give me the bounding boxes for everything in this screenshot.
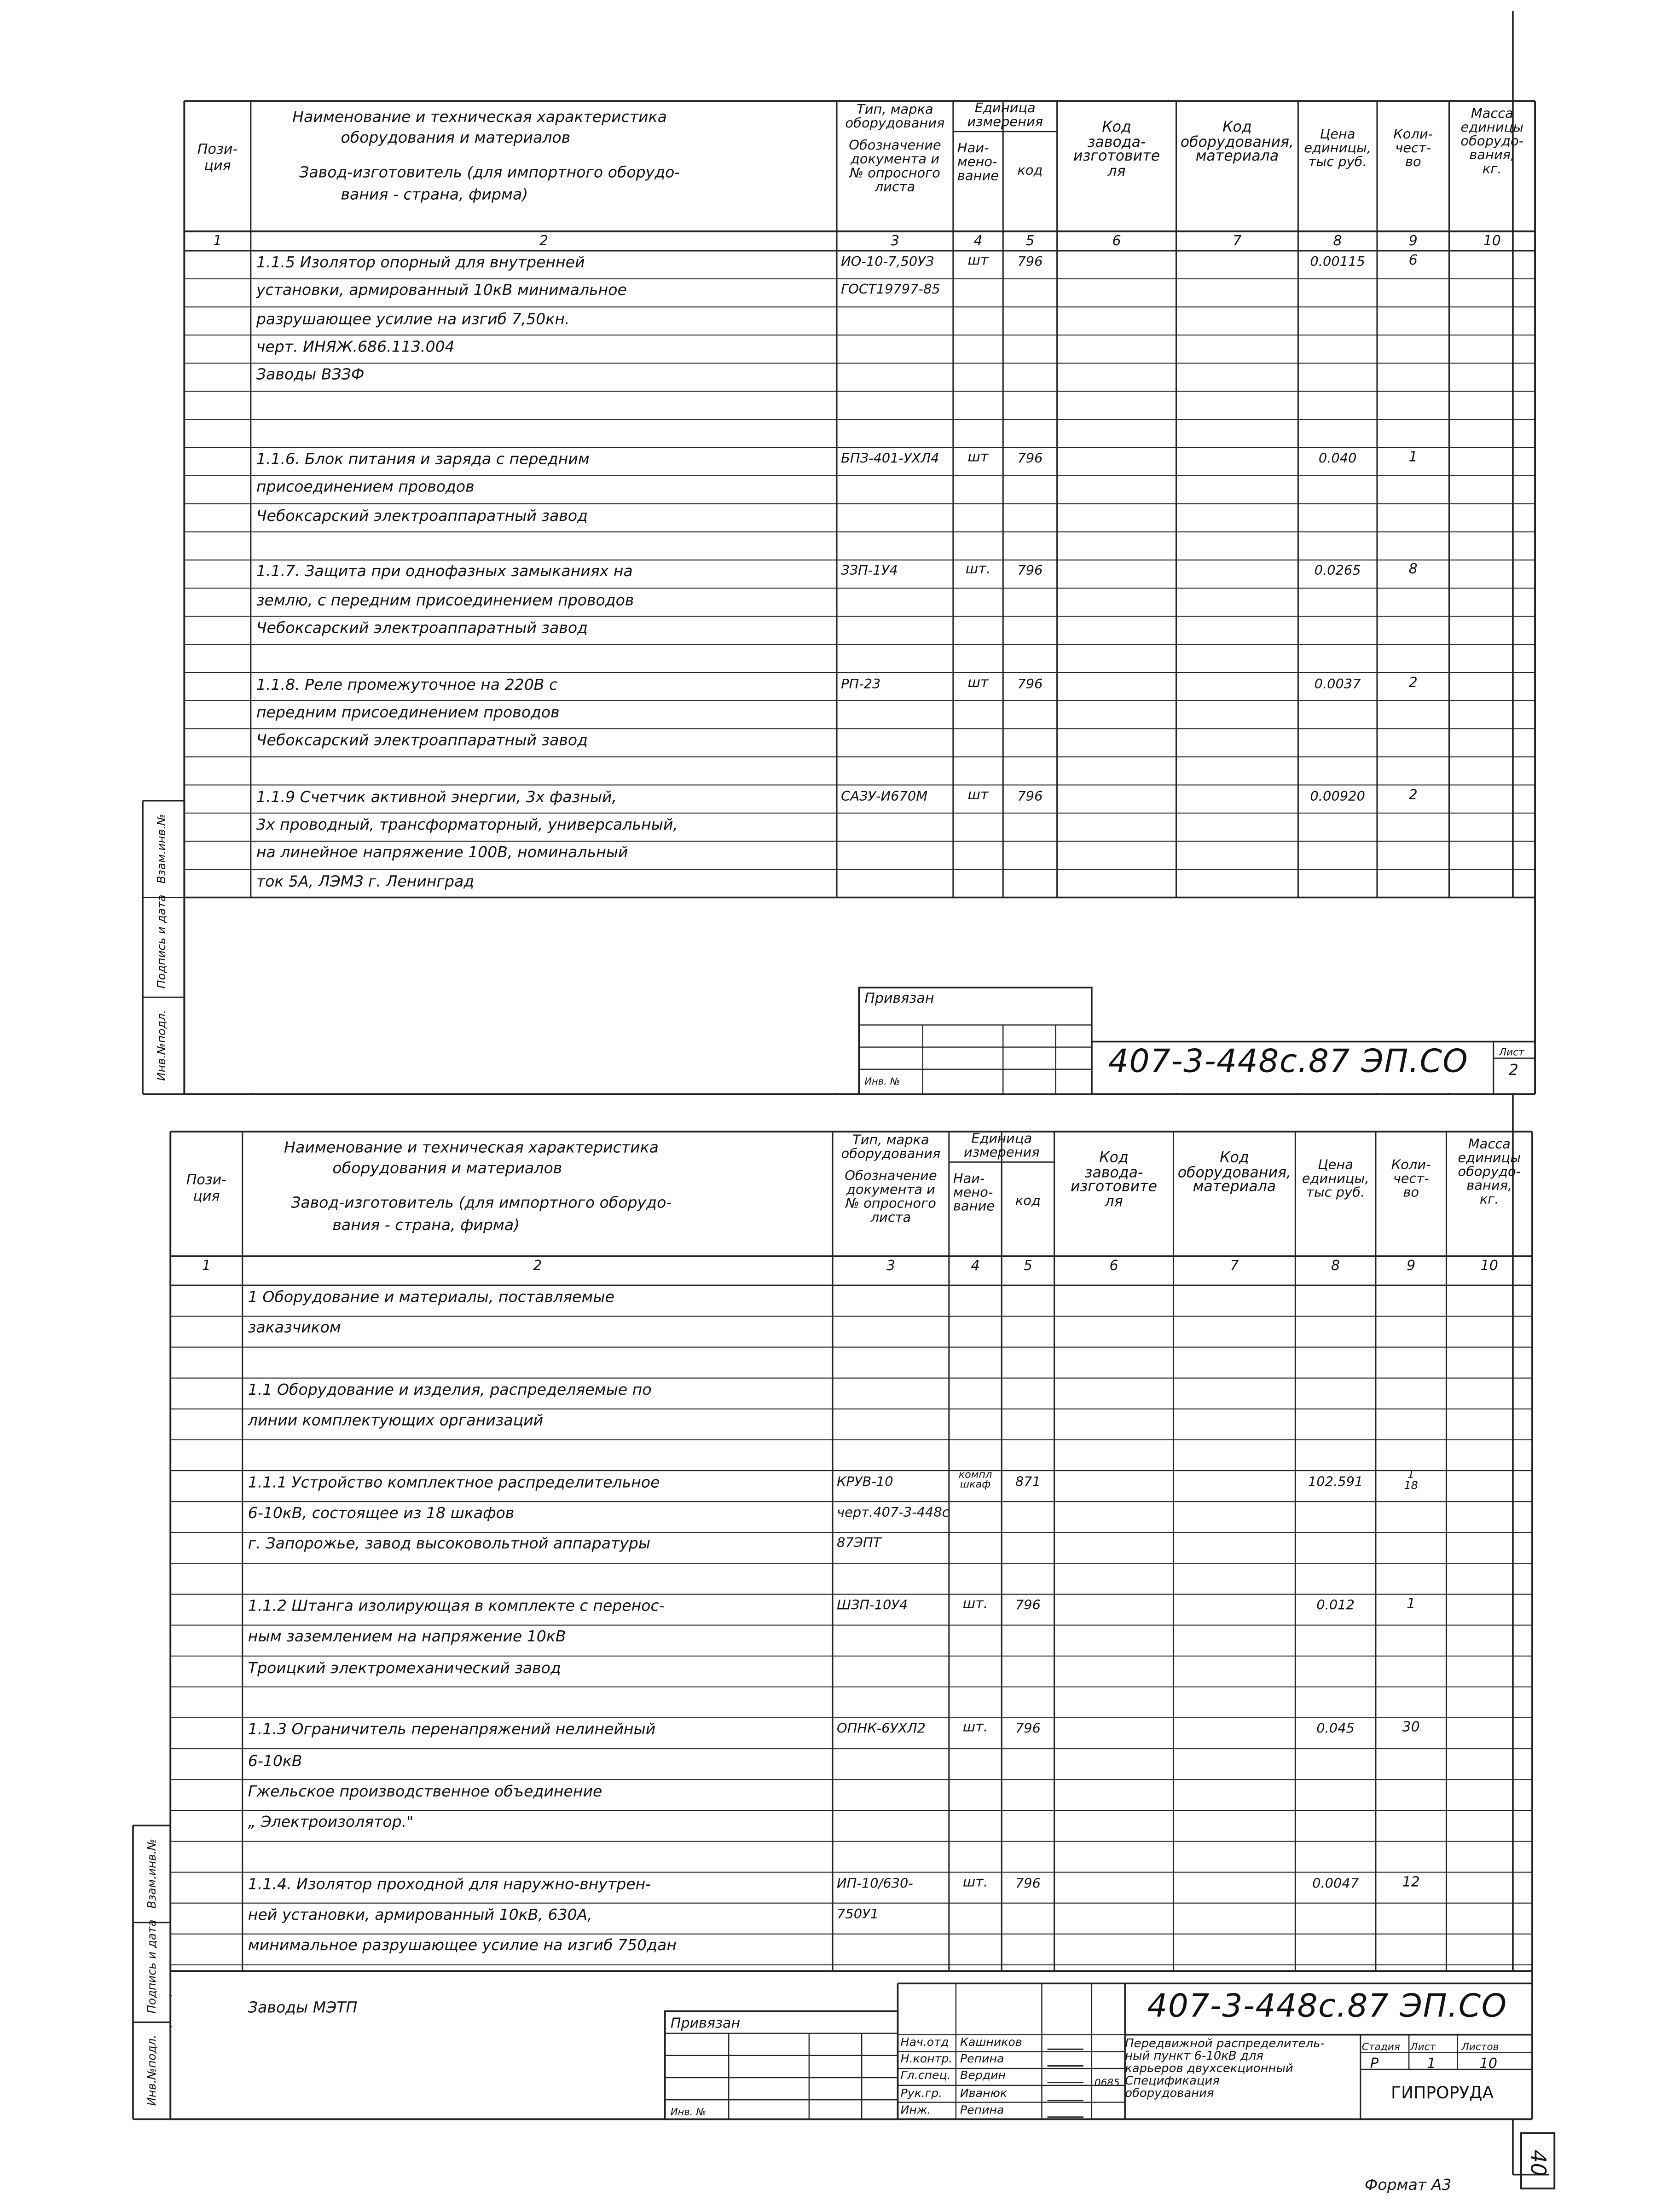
sheet-1-doc-code: 407-3-448с.87 ЭП.СО (1108, 1044, 1469, 1080)
s2-hdr-doc: Обозначение документа и № опросного листа (845, 1169, 937, 1226)
s1-row-name: Чебоксарский электроаппаратный завод (256, 506, 588, 525)
s2-col-num: 9 (1407, 1259, 1416, 1275)
s1-row-price: 0.00115 (1310, 254, 1365, 270)
sheet-1-privyazan: Привязан (864, 992, 934, 1007)
s1-col-num: 8 (1333, 234, 1342, 249)
s1-row-type: РП-23 (841, 676, 881, 692)
s1-col-num: 4 (973, 234, 983, 249)
s2-row-price: 0.012 (1316, 1598, 1355, 1614)
s1-col-num: 3 (890, 234, 900, 249)
s1-col-num: 5 (1025, 234, 1035, 249)
s2-row-type: ИП-10/630- (837, 1876, 913, 1892)
s1-hdr-name-3: Завод-изготовитель (для импортного оборудо- (299, 163, 680, 182)
s2-row-name: 6-10кВ (248, 1751, 302, 1770)
s2-row-type: 87ЭПТ (837, 1536, 881, 1552)
s1-hdr-plant-code: Код завода- изготовите ля (1073, 119, 1160, 179)
page-number: 40 (1525, 2149, 1551, 2177)
s2-row-qty: 1 (1407, 1597, 1416, 1612)
s1-row-unit: шт (967, 675, 989, 691)
lists-label: Листов (1461, 2040, 1499, 2053)
s1-row-name: Чебоксарский электроаппаратный завод (256, 731, 588, 750)
s2-col-num: 6 (1109, 1259, 1118, 1275)
signer-role: Нач.отд (900, 2034, 949, 2049)
s2-side-inv-label: Инв.№подл. (144, 2034, 159, 2106)
s1-row-type: ЗЗП-1У4 (841, 564, 898, 580)
signer-name: Кашников (960, 2034, 1022, 2049)
s2-col-num: 5 (1023, 1259, 1033, 1275)
s1-row-qty: 2 (1408, 675, 1418, 691)
sheet-2-inv: Инв. № (670, 2107, 707, 2118)
s1-hdr-equip-code: Код оборудования, материала (1180, 119, 1294, 165)
s1-row-unit: шт (967, 450, 989, 466)
s1-row-name: 1.1.6. Блок питания и заряда с передним (256, 450, 590, 468)
s2-hdr-unit-code: код (1015, 1194, 1041, 1209)
s2-hdr-unit: Единица измерения (963, 1132, 1040, 1161)
sheet-1-inv: Инв. № (864, 1076, 900, 1087)
s1-hdr-pos: Пози- ция (197, 143, 238, 174)
sig-date: 0685 (1094, 2076, 1120, 2089)
s2-hdr-qty: Коли- чест- во (1391, 1158, 1431, 1201)
signer-name: Репина (960, 2051, 1004, 2066)
s2-row-name: 1.1.4. Изолятор проходной для наружно-внутрен- (248, 1875, 651, 1893)
format-label: Формат А3 (1364, 2176, 1452, 2194)
s2-row-qty: 12 (1402, 1875, 1420, 1890)
s1-row-price: 0.040 (1318, 451, 1357, 467)
s2-side-vzam-label: Взам.инв.№ (144, 1838, 159, 1909)
s1-hdr-doc: Обозначение документа и № опросного листа (849, 139, 941, 196)
s1-row-price: 0.0037 (1314, 676, 1361, 692)
s1-row-price: 0.0265 (1314, 564, 1361, 580)
s1-row-unit: шт (967, 787, 989, 803)
s1-row-name: 3х проводный, трансформаторный, универсальный, (256, 815, 678, 834)
s2-row-type: КРУВ-10 (837, 1475, 893, 1490)
s2-row-name: Заводы МЭТП (248, 1998, 358, 2017)
s2-row-qty: 30 (1402, 1720, 1420, 1736)
s2-hdr-name-2: оборудования и материалов (332, 1159, 562, 1178)
s2-col-num: 3 (886, 1259, 896, 1275)
signer-name: Репина (960, 2102, 1004, 2116)
s1-row-code: 796 (1017, 451, 1043, 467)
sheet-1-list-number: 2 (1508, 1061, 1518, 1079)
s1-hdr-unit-name: Наи- мено- вание (957, 141, 999, 185)
s2-hdr-plant-code: Код завода- изготовите ля (1070, 1149, 1158, 1210)
s1-row-price: 0.00920 (1310, 789, 1365, 804)
list-label: Лист (1410, 2040, 1436, 2053)
s1-row-name: установки, армированный 10кВ минимальное (256, 281, 627, 300)
s2-row-code: 796 (1015, 1598, 1041, 1614)
s1-side-inv-label: Инв.№подл. (154, 1010, 168, 1081)
s2-row-price: 102.591 (1308, 1475, 1363, 1490)
s2-row-name: „ Электроизолятор." (248, 1813, 414, 1831)
s1-row-name: черт. ИНЯЖ.686.113.004 (256, 338, 455, 356)
s1-hdr-name-1: Наименование и техническая характеристика (292, 108, 667, 126)
s2-row-qty: 1 18 (1404, 1467, 1419, 1492)
s2-hdr-name-3: Завод-изготовитель (для импортного оборудо- (291, 1194, 672, 1212)
s1-row-name: 1.1.8. Реле промежуточное на 220В с (256, 675, 558, 693)
signer-role: Н.контр. (900, 2051, 953, 2066)
s1-row-type: БПЗ-401-УХЛ4 (841, 451, 939, 467)
s2-row-unit: шт. (962, 1720, 988, 1736)
s2-row-name: заказчиком (248, 1319, 341, 1337)
s2-row-name: г. Запорожье, завод высоковольтной аппаратуры (248, 1535, 651, 1554)
s2-row-unit: компл шкаф (958, 1467, 992, 1491)
s2-row-code: 796 (1015, 1876, 1041, 1892)
s1-row-name: Чебоксарский электроаппаратный завод (256, 619, 588, 637)
s2-hdr-mass: Масса единицы оборудо- вания, кг. (1458, 1137, 1521, 1208)
s1-col-num: 10 (1483, 234, 1501, 249)
s2-col-num: 8 (1331, 1259, 1340, 1275)
s1-hdr-type: Тип, марка оборудования (845, 102, 945, 132)
s2-row-name: линии комплектующих организаций (248, 1411, 544, 1430)
s2-col-num: 7 (1230, 1259, 1239, 1275)
s2-row-name: ным заземлением на напряжение 10кВ (248, 1628, 566, 1646)
signer-role: Гл.спец. (900, 2068, 951, 2083)
s2-row-name: 1.1 Оборудование и изделия, распределяемые по (248, 1380, 652, 1399)
s2-hdr-name-1: Наименование и техническая характеристика (284, 1138, 659, 1157)
s2-row-name: 6-10кВ, состоящее из 18 шкафов (248, 1504, 515, 1523)
s2-hdr-name-4: вания - страна, фирма) (332, 1216, 520, 1234)
s2-row-name: минимальное разрушающее усилие на изгиб 750дан (248, 1936, 677, 1955)
s1-hdr-name-4: вания - страна, фирма) (341, 185, 528, 204)
s2-row-code: 871 (1015, 1475, 1041, 1490)
s2-hdr-equip-code: Код оборудования, материала (1177, 1149, 1292, 1196)
s1-row-name: передним присоединением проводов (256, 703, 560, 722)
s1-row-qty: 6 (1408, 253, 1418, 269)
s1-row-name: 1.1.9 Счетчик активной энергии, 3х фазный, (256, 787, 617, 806)
s1-row-type: САЗУ-И670М (841, 789, 928, 804)
s1-col-num: 7 (1233, 234, 1242, 249)
s1-row-type: ГОСТ19797-85 (841, 283, 940, 299)
s2-row-code: 796 (1015, 1721, 1041, 1738)
s2-row-type: черт.407-3-448с (837, 1506, 950, 1521)
s2-row-name: Троицкий электромеханический завод (248, 1658, 561, 1677)
s1-row-code: 796 (1017, 564, 1043, 580)
s2-row-unit: шт. (962, 1875, 988, 1890)
lists-value: 10 (1479, 2056, 1498, 2072)
s1-row-type: ИО-10-7,50УЗ (841, 254, 934, 270)
s1-side-podp-label: Подпись и дата (154, 895, 168, 989)
s1-row-qty: 1 (1408, 450, 1418, 466)
signer-role: Рук.гр. (900, 2085, 943, 2099)
s2-col-num: 4 (971, 1259, 980, 1275)
sheet-2-privyazan: Привязан (670, 2016, 741, 2032)
s2-row-name: 1 Оборудование и материалы, поставляемые (248, 1288, 615, 1306)
s2-row-name: 1.1.2 Штанга изолирующая в комплекте с перенос- (248, 1597, 665, 1615)
s2-col-num: 1 (202, 1259, 211, 1275)
s2-row-price: 0.045 (1316, 1721, 1355, 1738)
s2-hdr-type: Тип, марка оборудования (841, 1133, 941, 1162)
s1-row-name: Заводы ВЗЗФ (256, 366, 365, 384)
s1-row-name: 1.1.7. Защита при однофазных замыканиях на (256, 562, 633, 581)
s2-side-podp-label: Подпись и дата (144, 1919, 159, 2014)
s1-hdr-qty: Коли- чест- во (1393, 127, 1433, 171)
s1-col-num: 6 (1112, 234, 1121, 249)
signer-name: Иванюк (960, 2085, 1008, 2099)
org-name: ГИПРОРУДА (1391, 2083, 1494, 2103)
s1-row-unit: шт (967, 253, 989, 269)
s1-row-code: 796 (1017, 789, 1043, 804)
s2-row-type: ШЗП-10У4 (837, 1598, 908, 1614)
stage-value: Р (1370, 2056, 1379, 2072)
s2-row-name: ней установки, армированный 10кВ, 630А, (248, 1906, 592, 1924)
s1-row-code: 796 (1017, 676, 1043, 692)
s2-row-type: ОПНК-6УХЛ2 (837, 1721, 926, 1738)
s1-col-num: 1 (213, 234, 222, 249)
s1-row-name: на линейное напряжение 100В, номинальный (256, 843, 628, 862)
s1-hdr-price: Цена единицы, тыс руб. (1304, 127, 1372, 171)
s1-row-name: присоединением проводов (256, 478, 475, 497)
signer-name: Вердин (960, 2068, 1006, 2083)
s1-row-code: 796 (1017, 254, 1043, 270)
s2-row-name: Гжельское производственное объединение (248, 1782, 602, 1801)
s2-row-name: 1.1.1 Устройство комплектное распределительное (248, 1473, 660, 1492)
sheet-2-title: Передвижной распределитель- ный пункт 6-10кВ для карьеров двухсекционный Спецификация оборудования (1125, 2037, 1325, 2102)
s1-row-name: разрушающее усилие на изгиб 7,50кн. (256, 310, 570, 328)
sheet-2-doc-code: 407-3-448с.87 ЭП.СО (1147, 1989, 1507, 2025)
s1-row-qty: 2 (1408, 787, 1418, 803)
s1-hdr-name-2: оборудования и материалов (341, 128, 571, 147)
s2-hdr-price: Цена единицы, тыс руб. (1302, 1158, 1369, 1201)
s2-col-num: 2 (533, 1259, 542, 1275)
s1-col-num: 9 (1408, 234, 1418, 249)
s2-row-price: 0.0047 (1312, 1876, 1359, 1892)
s1-hdr-unit-code: код (1017, 163, 1043, 179)
stage-label: Стадия (1361, 2040, 1400, 2053)
s1-row-qty: 8 (1408, 562, 1418, 578)
s2-row-name: 1.1.3 Ограничитель перенапряжений нелинейный (248, 1720, 656, 1739)
s1-hdr-mass: Масса единицы оборудо- вания, кг. (1460, 106, 1524, 178)
s1-col-num: 2 (539, 234, 549, 249)
s1-row-name: ток 5А, ЛЭМЗ г. Ленинград (256, 872, 475, 890)
s2-row-type: 750У1 (837, 1907, 879, 1923)
s1-row-name: землю, с передним присоединением проводов (256, 591, 634, 609)
s1-hdr-unit: Единица измерения (967, 101, 1043, 131)
s2-hdr-pos: Пози- ция (186, 1173, 227, 1205)
s2-hdr-unit-name: Наи- мено- вание (953, 1172, 995, 1215)
s1-row-name: 1.1.5 Изолятор опорный для внутренней (256, 253, 585, 271)
s1-side-vzam-label: Взам.инв.№ (154, 814, 168, 884)
signer-role: Инж. (900, 2102, 931, 2116)
s1-row-unit: шт. (965, 562, 991, 578)
list-value: 1 (1427, 2056, 1436, 2072)
s2-row-unit: шт. (962, 1597, 988, 1612)
s2-col-num: 10 (1480, 1259, 1498, 1275)
sheet-1-list-label: Лист (1499, 1045, 1524, 1058)
